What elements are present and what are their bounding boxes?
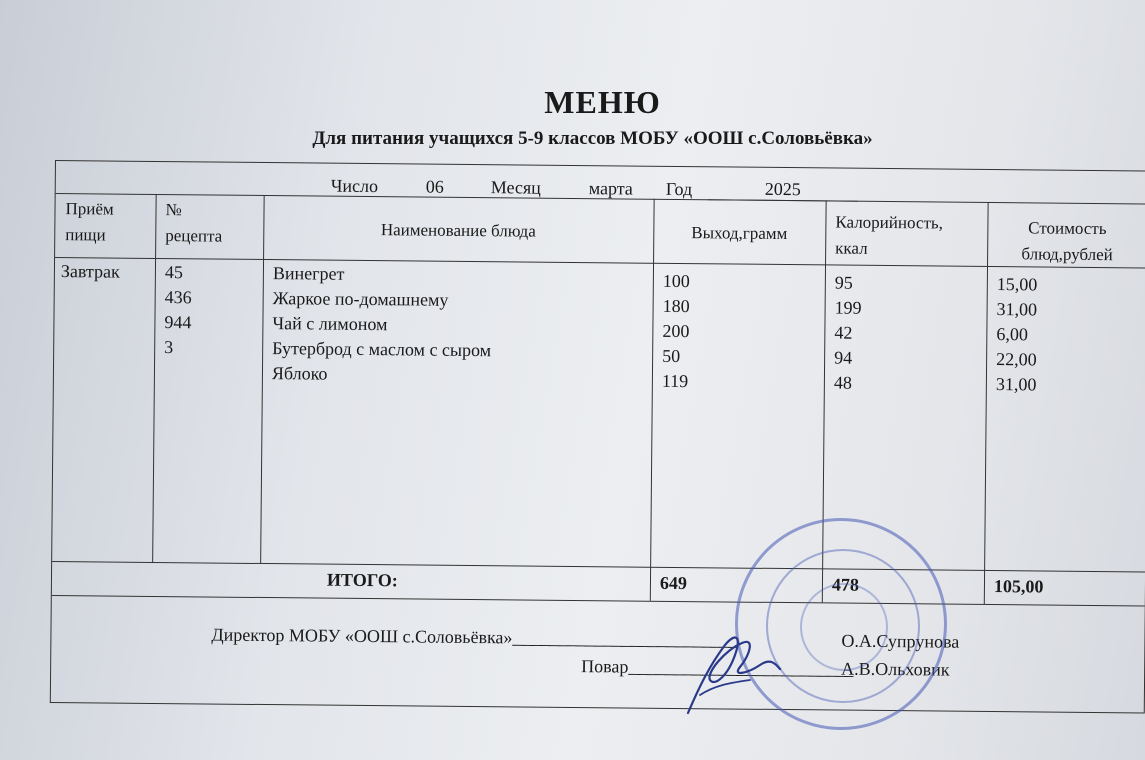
dish-name: Винегрет bbox=[272, 263, 345, 284]
cost-value: 31,00 bbox=[996, 299, 1038, 320]
month-value: марта bbox=[588, 178, 633, 199]
day-label: Число bbox=[330, 175, 379, 197]
output-value: 119 bbox=[661, 370, 689, 392]
header-cost-2: блюд,рублей bbox=[1021, 244, 1113, 265]
recipe-number: 436 bbox=[164, 287, 192, 308]
cook-line: Повар_________________________ bbox=[581, 656, 854, 679]
recipe-number: 944 bbox=[164, 312, 192, 333]
director-name: О.А.Супрунова bbox=[841, 630, 960, 652]
header-calories-1: Калорийность, bbox=[835, 212, 944, 233]
divider bbox=[152, 194, 157, 562]
divider bbox=[260, 195, 265, 563]
page-title: МЕНЮ bbox=[544, 84, 661, 120]
header-meal-2: пищи bbox=[65, 225, 106, 245]
dish-name: Чай с лимоном bbox=[272, 313, 388, 335]
header-calories-2: ккал bbox=[835, 238, 868, 258]
cost-value: 31,00 bbox=[995, 374, 1037, 395]
month-label: Месяц bbox=[490, 177, 541, 198]
cook-name: А.В.Ольховик bbox=[841, 658, 950, 680]
header-cost-1: Стоимость bbox=[1028, 218, 1107, 239]
meal-name: Завтрак bbox=[60, 261, 120, 282]
recipe-number: 45 bbox=[164, 262, 184, 283]
calories-value: 95 bbox=[834, 272, 853, 293]
divider bbox=[52, 595, 1145, 606]
cost-value: 15,00 bbox=[996, 274, 1038, 295]
total-output: 649 bbox=[659, 572, 688, 594]
dish-name: Яблоко bbox=[271, 363, 328, 384]
total-cost: 105,00 bbox=[993, 576, 1044, 597]
divider bbox=[650, 199, 655, 601]
calories-value: 94 bbox=[834, 347, 853, 368]
calories-value: 199 bbox=[834, 297, 862, 318]
divider bbox=[52, 561, 1145, 572]
output-value: 100 bbox=[662, 270, 690, 292]
output-value: 200 bbox=[662, 320, 690, 342]
total-calories: 478 bbox=[831, 574, 860, 595]
cost-value: 22,00 bbox=[996, 349, 1037, 370]
stamp-emblem bbox=[800, 583, 888, 671]
divider bbox=[55, 257, 1145, 268]
header-recipe-1: № bbox=[165, 200, 182, 220]
menu-table bbox=[50, 160, 1145, 713]
cost-value: 6,00 bbox=[996, 324, 1028, 345]
output-value: 180 bbox=[662, 295, 690, 317]
year-value: 2025 bbox=[708, 177, 858, 201]
recipe-number: 3 bbox=[164, 337, 174, 358]
dish-name: Жаркое по-домашнему bbox=[272, 288, 449, 310]
total-label: ИТОГО: bbox=[326, 569, 398, 591]
calories-value: 42 bbox=[834, 322, 853, 343]
handwritten-signature bbox=[680, 625, 790, 720]
calories-value: 48 bbox=[833, 372, 852, 393]
output-value: 50 bbox=[662, 345, 681, 367]
dish-name: Бутерброд с маслом с сыром bbox=[272, 338, 492, 361]
year-label: Год bbox=[665, 178, 693, 200]
header-output: Выход,грамм bbox=[691, 223, 788, 244]
header-recipe-2: рецепта bbox=[165, 226, 223, 246]
header-meal-1: Приём bbox=[65, 199, 114, 219]
page-subtitle: Для питания учащихся 5-9 классов МОБУ «ООШ с.Соловьёвка» bbox=[312, 128, 873, 149]
day-value: 06 bbox=[425, 176, 444, 197]
header-dish: Наименование блюда bbox=[380, 220, 536, 241]
director-line: Директор МОБУ «ООШ с.Соловьёвка»_________________________ bbox=[211, 624, 738, 650]
